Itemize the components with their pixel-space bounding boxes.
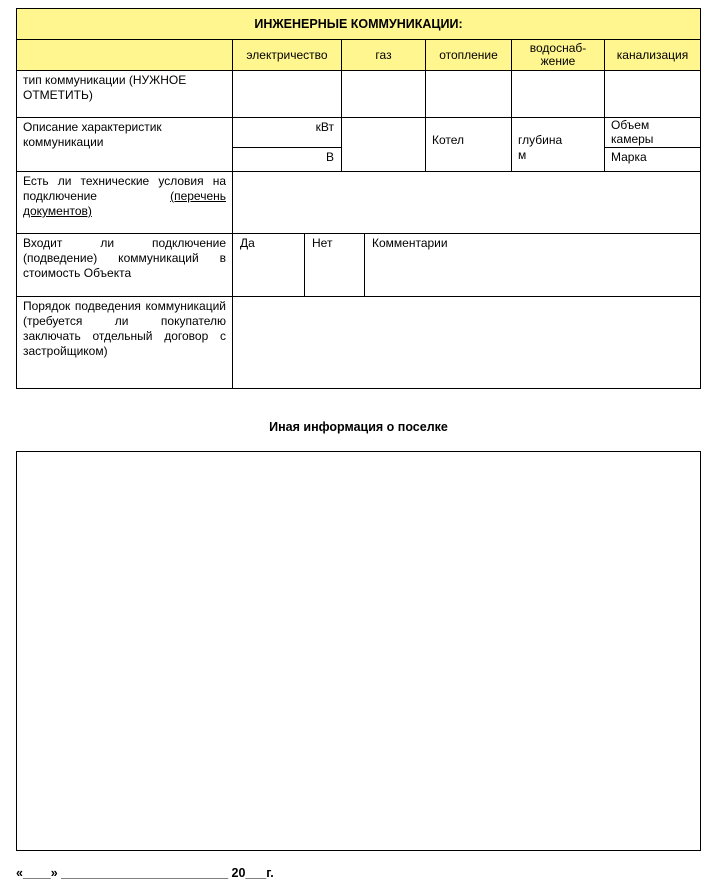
row-included-label: Входит ли подключение (подведение) коммуникаций в стоимость Объекта (17, 234, 232, 297)
desc-depth-cell[interactable] (511, 118, 604, 172)
other-info-box[interactable] (16, 451, 701, 851)
type-heating-cell[interactable] (425, 71, 511, 118)
depth-unit: м (518, 148, 527, 162)
depth-label: глубина (518, 133, 563, 147)
row-desc-label: Описание характеристик коммуникации (17, 118, 232, 172)
other-info-title: Иная информация о поселке (269, 420, 448, 434)
desc-chamber-cell[interactable]: Объем камеры (604, 118, 700, 148)
col-gas: газ (341, 40, 425, 71)
date-line: «____» ________________________ 20___г. (16, 866, 274, 880)
header-blank-cell (17, 40, 232, 71)
desc-kw-cell[interactable]: кВт (232, 118, 341, 148)
desc-boiler-cell[interactable]: Котел (425, 118, 511, 172)
row-tech-label (17, 172, 232, 234)
type-water-cell[interactable] (511, 71, 604, 118)
type-electricity-cell[interactable] (232, 71, 341, 118)
type-sewer-cell[interactable] (604, 71, 700, 118)
table-title: ИНЖЕНЕРНЫЕ КОММУНИКАЦИИ: (17, 9, 700, 40)
included-comments-cell[interactable]: Комментарии (364, 234, 700, 297)
tech-documents-link[interactable]: (перечень документов) (23, 189, 226, 218)
col-water: водоснаб-жение (511, 40, 604, 71)
desc-brand-cell[interactable]: Марка (604, 148, 700, 172)
included-no-cell[interactable]: Нет (304, 234, 364, 297)
row-type-label: тип коммуникации (НУЖНОЕ ОТМЕТИТЬ) (17, 71, 232, 118)
order-value-cell[interactable] (232, 297, 700, 388)
tech-value-cell[interactable] (232, 172, 700, 234)
included-yes-cell[interactable]: Да (232, 234, 304, 297)
desc-gas-cell[interactable] (341, 118, 425, 172)
col-heating: отопление (425, 40, 511, 71)
tech-label-main: Есть ли технические условия на подключение (23, 174, 226, 203)
col-electricity: электричество (232, 40, 341, 71)
tech-label-text (23, 174, 226, 219)
row-order-label: Порядок подведения коммуникаций (требуется ли покупателю заключать отдельный договор с застройщиком) (23, 299, 226, 358)
type-gas-cell[interactable] (341, 71, 425, 118)
desc-v-cell[interactable]: В (232, 148, 341, 172)
col-sewer: канализация (604, 40, 700, 71)
